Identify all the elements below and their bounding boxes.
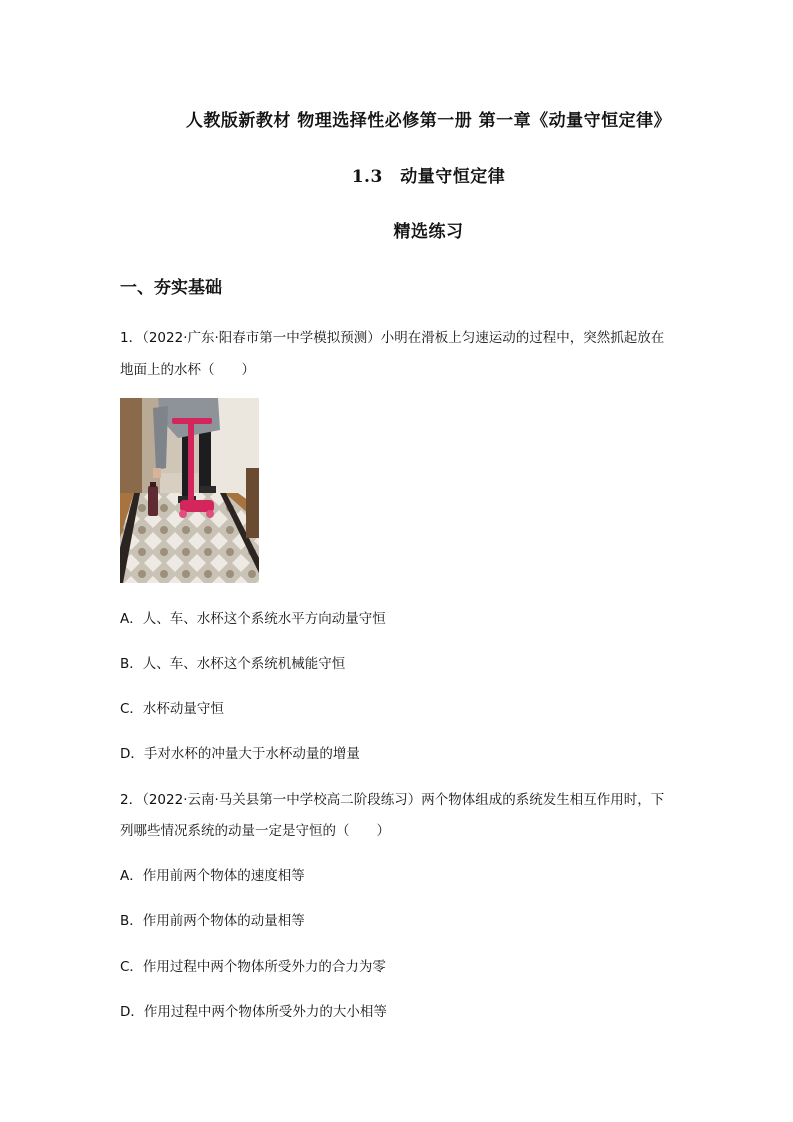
question-2-option-a: A．作用前两个物体的速度相等 (120, 868, 305, 884)
document-title: 人教版新教材 物理选择性必修第一册 第一章《动量守恒定律》 (185, 111, 672, 131)
question-2-option-b: B．作用前两个物体的动量相等 (120, 913, 305, 929)
scooter-photo (120, 398, 259, 583)
question-1-option-c: C．水杯动量守恒 (120, 701, 224, 717)
lesson-title: 1.3 动量守恒定律 (351, 167, 506, 187)
question-1-stem-line-1: 1．（2022·广东·阳春市第一中学模拟预测）小明在滑板上匀速运动的过程中，突然抓起放在 (120, 330, 665, 346)
question-2-option-d: D．作用过程中两个物体所受外力的大小相等 (120, 1004, 387, 1020)
question-2-stem-line-1: 2．（2022·云南·马关县第一中学校高二阶段练习）两个物体组成的系统发生相互作用时，下 (120, 792, 665, 808)
question-1-option-b: B．人、车、水杯这个系统机械能守恒 (120, 656, 346, 672)
question-1-option-a: A．人、车、水杯这个系统水平方向动量守恒 (120, 611, 386, 627)
exercise-subtitle: 精选练习 (393, 222, 464, 242)
section-heading: 一、夯实基础 (120, 278, 222, 298)
question-1-option-d: D．手对水杯的冲量大于水杯动量的增量 (120, 746, 360, 762)
question-1-stem-line-2: 地面上的水杯（ ） (120, 362, 255, 378)
question-2-option-c: C．作用过程中两个物体所受外力的合力为零 (120, 959, 386, 975)
question-2-stem-line-2: 列哪些情况系统的动量一定是守恒的（ ） (120, 823, 390, 839)
